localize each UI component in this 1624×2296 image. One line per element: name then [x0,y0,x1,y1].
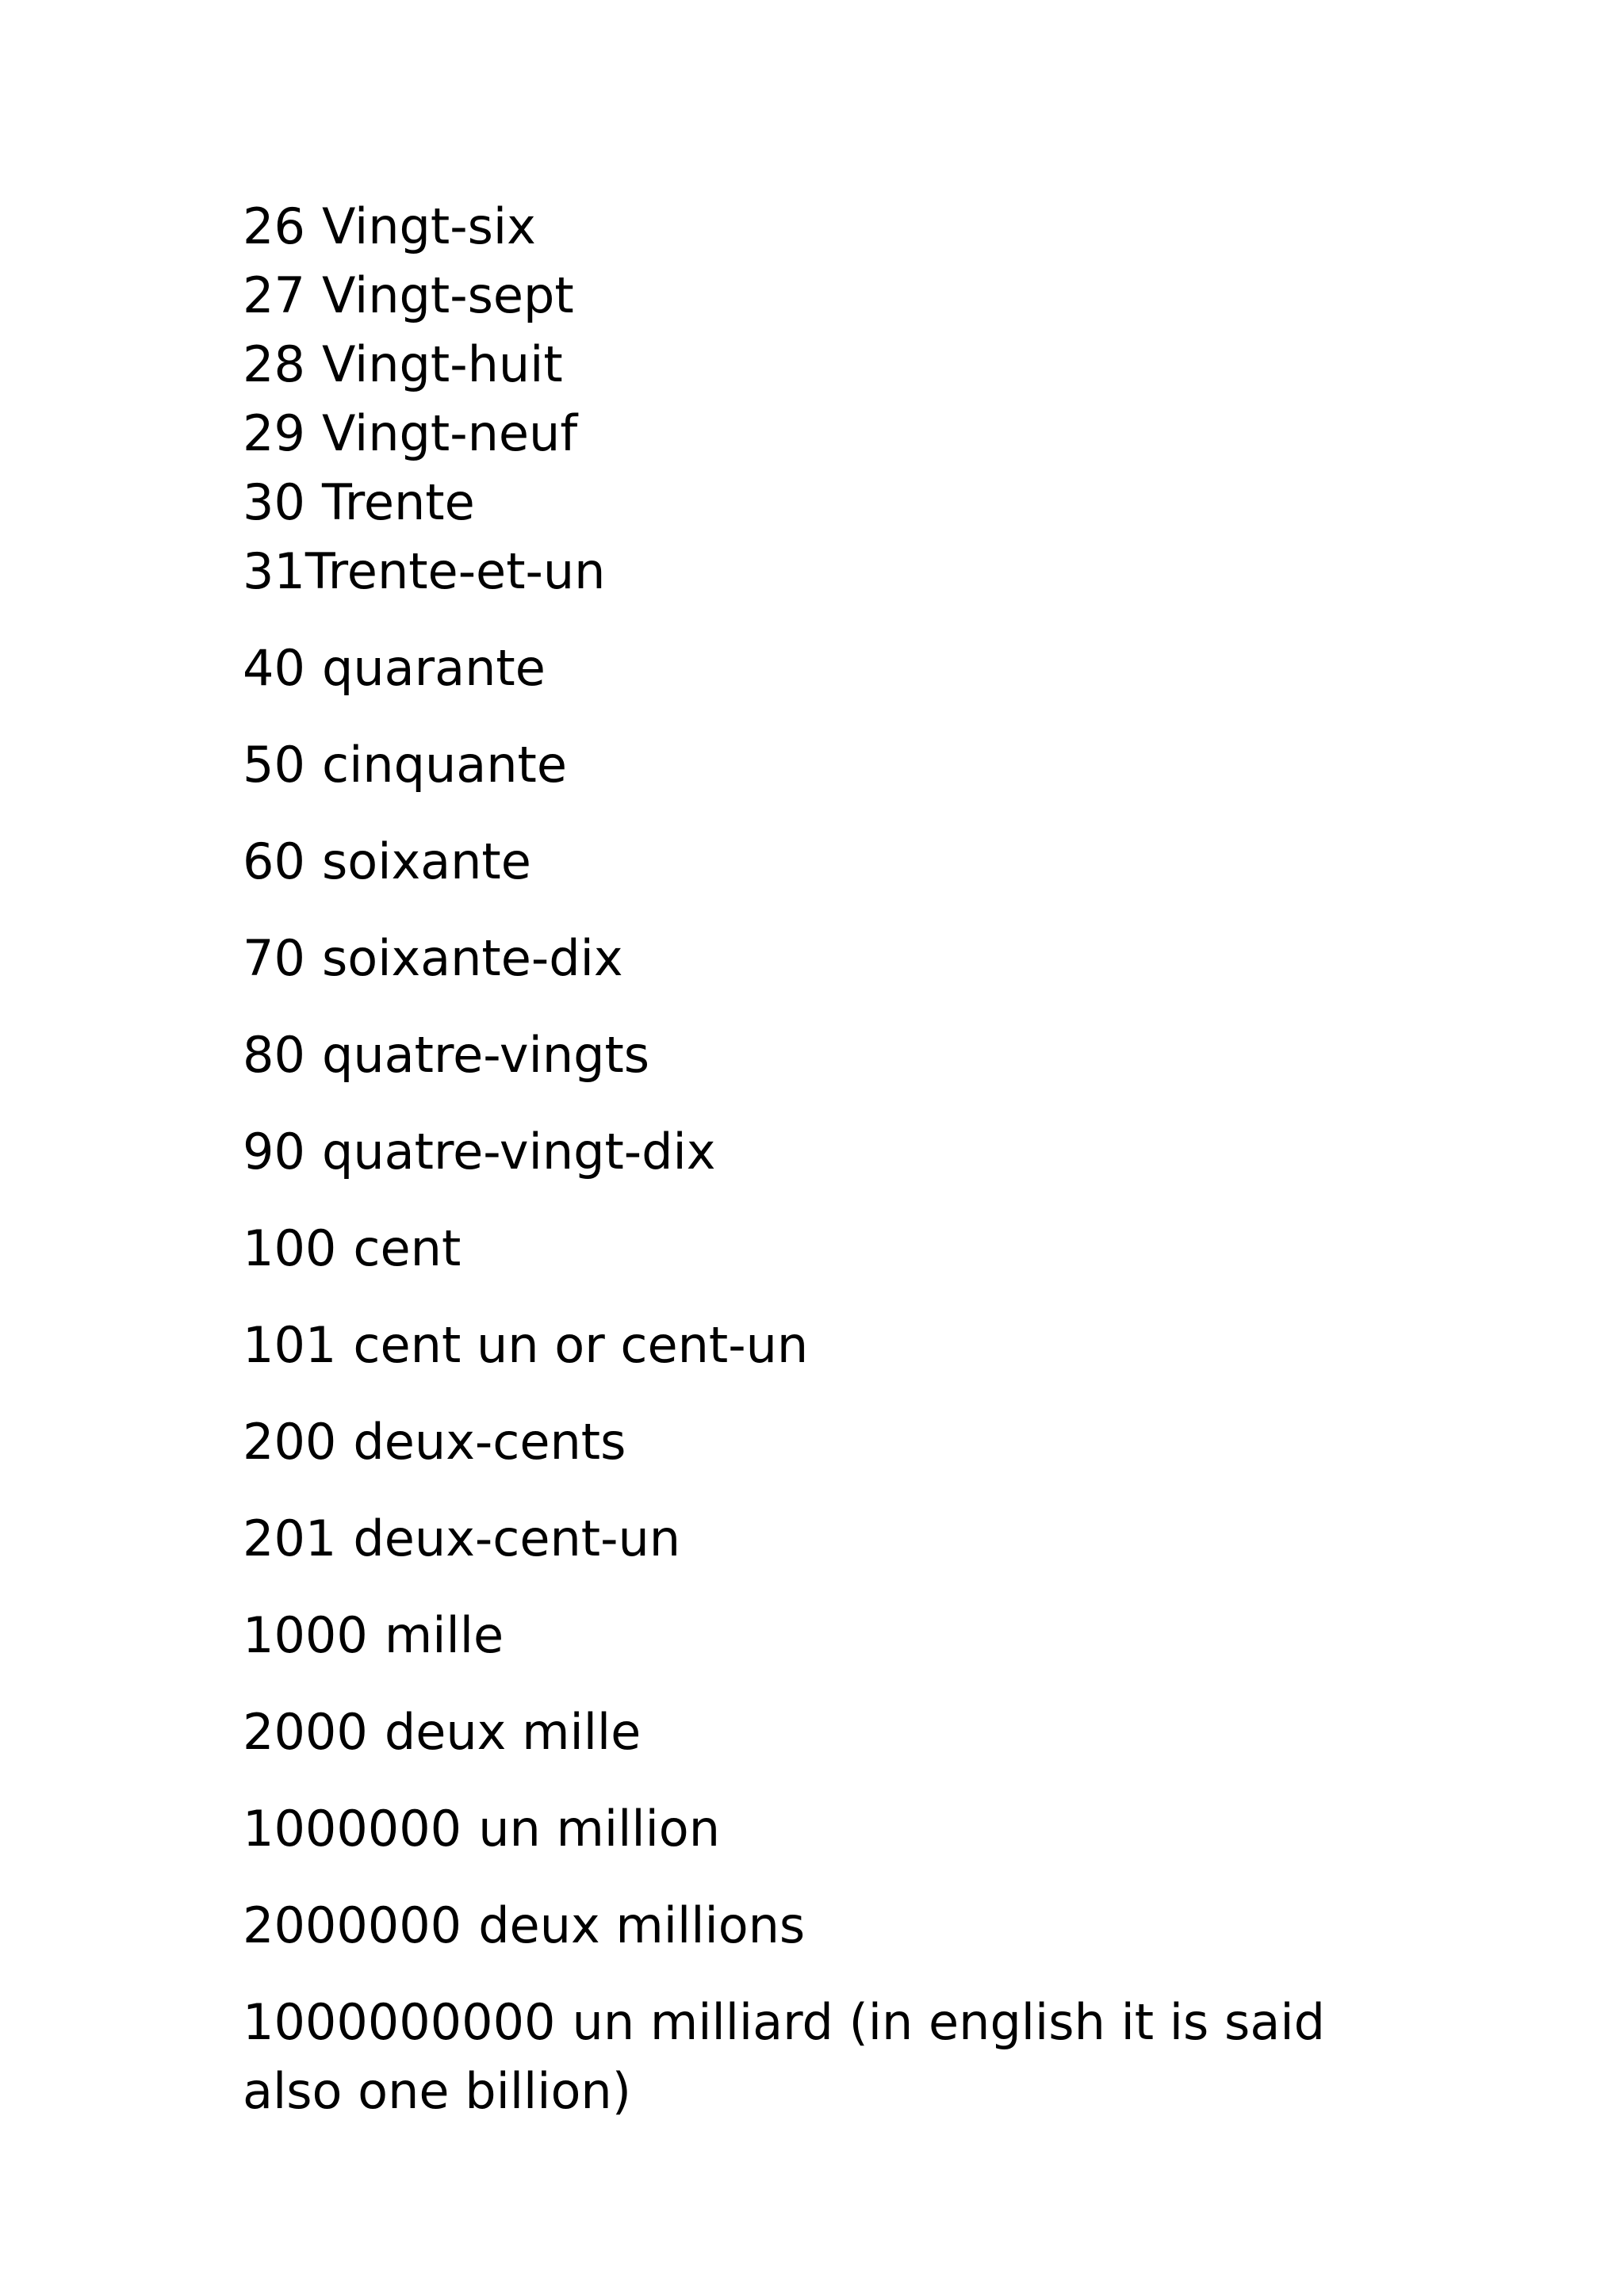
number-value: 1000000000 [243,1993,556,2051]
number-line-70 [243,924,623,993]
number-word: deux millions [478,1896,806,1954]
number-line-1000000000 [243,1988,1385,2126]
number-value: 1000000 [243,1800,462,1858]
number-line-100 [243,1214,461,1283]
number-line-2000 [243,1697,641,1766]
number-word: deux-cents [353,1413,626,1471]
number-word: cent [353,1219,462,1277]
number-line-1000 [243,1601,504,1670]
number-line-90 [243,1117,715,1186]
number-line-50 [243,730,567,799]
number-line-1000000 [243,1794,720,1863]
number-word: soixante-dix [321,929,623,987]
number-word: quatre-vingt-dix [321,1123,716,1181]
number-value: 30 [243,473,305,531]
number-value: 29 [243,404,305,462]
number-value: 100 [243,1219,337,1277]
number-value: 200 [243,1413,337,1471]
number-line-201 [243,1504,680,1573]
number-value: 70 [243,929,305,987]
number-word: deux mille [384,1703,642,1761]
number-line-60 [243,827,531,896]
number-line-31 [243,537,605,606]
number-word: Trente [321,473,475,531]
number-word: Vingt-huit [321,335,563,393]
number-line-80 [243,1020,649,1089]
number-line-30 [243,468,475,537]
number-line-27 [243,261,574,330]
number-value: 26 [243,197,305,255]
number-value: 31 [243,542,305,600]
number-value: 101 [243,1316,337,1374]
number-line-29 [243,399,577,468]
number-line-200 [243,1407,626,1476]
number-value: 2000 [243,1703,368,1761]
number-line-40 [243,633,546,702]
number-value: 40 [243,639,305,697]
number-value: 2000000 [243,1896,462,1954]
number-word: cent un or cent-un [353,1316,809,1374]
number-word: un milliard (in english it is said also one billion) [243,1993,1325,2120]
number-line-28 [243,330,563,399]
number-word: quarante [321,639,546,697]
number-value: 50 [243,736,305,794]
number-word: Vingt-neuf [321,404,578,462]
number-word: soixante [321,832,531,890]
number-word: un million [478,1800,721,1858]
number-line-26 [243,192,536,261]
number-line-2000000 [243,1891,805,1960]
number-word: mille [384,1606,504,1664]
number-value: 201 [243,1510,337,1567]
number-word: Vingt-six [321,197,536,255]
number-value: 1000 [243,1606,368,1664]
number-value: 80 [243,1026,305,1084]
number-word: Vingt-sept [321,266,574,324]
number-word: cinquante [321,736,567,794]
number-word: Trente-et-un [304,542,606,600]
number-value: 27 [243,266,305,324]
number-line-101 [243,1311,808,1380]
number-value: 60 [243,832,305,890]
number-value: 90 [243,1123,305,1181]
number-word: quatre-vingts [321,1026,650,1084]
number-value: 28 [243,335,305,393]
number-word: deux-cent-un [353,1510,681,1567]
